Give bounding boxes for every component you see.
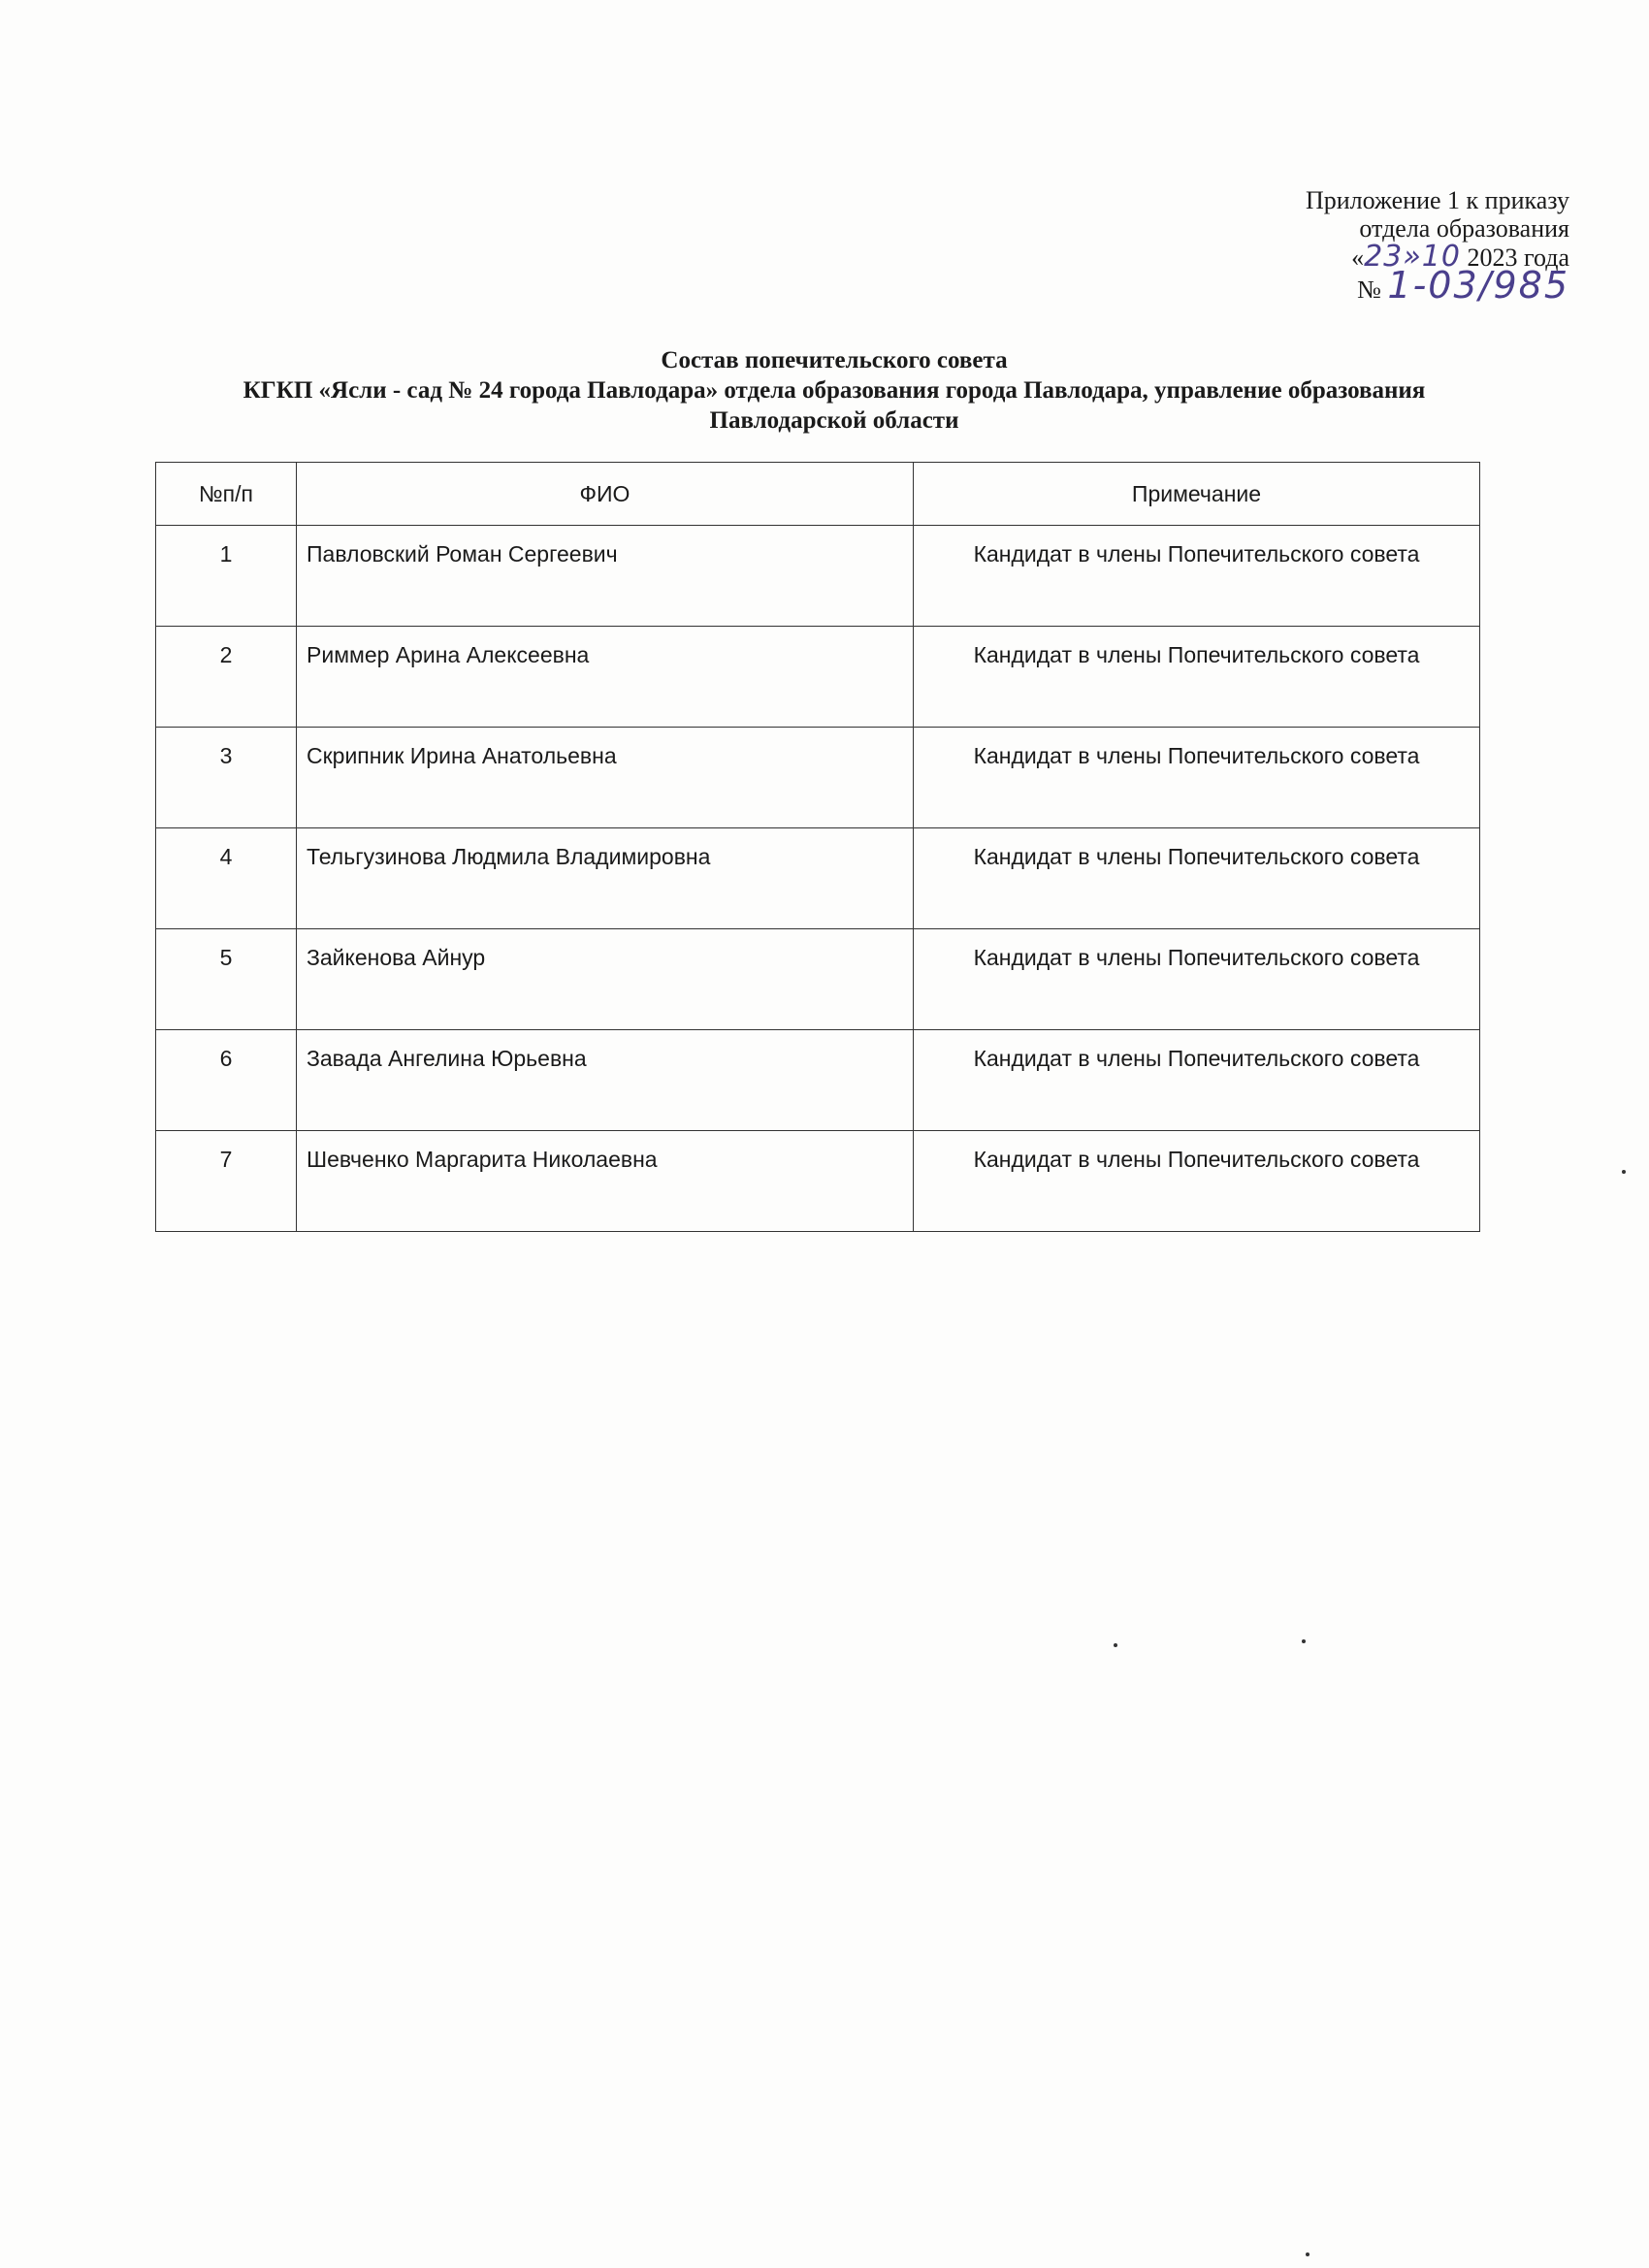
row-name: Тельгузинова Людмила Владимировна [297, 828, 914, 929]
row-number: 1 [156, 526, 297, 627]
row-name: Завада Ангелина Юрьевна [297, 1030, 914, 1131]
appendix-number-line [1306, 264, 1569, 307]
row-note: Кандидат в члены Попечительского совета [914, 1131, 1480, 1232]
appendix-line-1: Приложение 1 к приказу [1305, 186, 1569, 214]
document-title [155, 345, 1513, 436]
table-header-row [156, 463, 1480, 526]
row-name: Павловский Роман Сергеевич [297, 526, 914, 627]
title-line-1: Состав попечительского совета [661, 347, 1008, 373]
scan-speck [1302, 1639, 1306, 1643]
row-note: Кандидат в члены Попечительского совета [914, 828, 1480, 929]
table-row [156, 728, 1480, 828]
row-note: Кандидат в члены Попечительского совета [914, 929, 1480, 1030]
handwritten-date: 23»10 [1364, 240, 1461, 274]
row-name: Риммер Арина Алексеевна [297, 627, 914, 728]
header-name: ФИО [297, 463, 914, 526]
row-note: Кандидат в члены Попечительского совета [914, 526, 1480, 627]
table-row [156, 828, 1480, 929]
row-name: Скрипник Ирина Анатольевна [297, 728, 914, 828]
header-number: №п/п [156, 463, 297, 526]
table-row [156, 627, 1480, 728]
row-name: Шевченко Маргарита Николаевна [297, 1131, 914, 1232]
row-note: Кандидат в члены Попечительского совета [914, 1030, 1480, 1131]
table-row [156, 1131, 1480, 1232]
row-note: Кандидат в члены Попечительского совета [914, 728, 1480, 828]
row-number: 5 [156, 929, 297, 1030]
scan-speck [1114, 1643, 1117, 1647]
row-number: 2 [156, 627, 297, 728]
table-row [156, 1030, 1480, 1131]
table-row [156, 929, 1480, 1030]
row-number: 3 [156, 728, 297, 828]
row-number: 6 [156, 1030, 297, 1131]
members-table [155, 462, 1480, 1232]
appendix-line-2: отдела образования [1359, 214, 1569, 243]
scan-speck [1622, 1170, 1626, 1174]
handwritten-order-number: 1-03/985 [1387, 264, 1569, 307]
title-line-2: КГКП «Ясли - сад № 24 города Павлодара» отдела образования города Павлодара, управление образования [242, 377, 1426, 404]
header-note: Примечание [914, 463, 1480, 526]
row-name: Зайкенова Айнур [297, 929, 914, 1030]
appendix-block [1305, 186, 1569, 307]
date-year: 2023 года [1460, 243, 1569, 272]
scan-speck [1306, 2252, 1310, 2256]
number-label: № [1357, 275, 1381, 304]
title-line-3: Павлодарской области [709, 407, 959, 434]
row-number: 7 [156, 1131, 297, 1232]
date-open-quote: « [1351, 243, 1365, 272]
row-note: Кандидат в члены Попечительского совета [914, 627, 1480, 728]
row-number: 4 [156, 828, 297, 929]
table-row [156, 526, 1480, 627]
